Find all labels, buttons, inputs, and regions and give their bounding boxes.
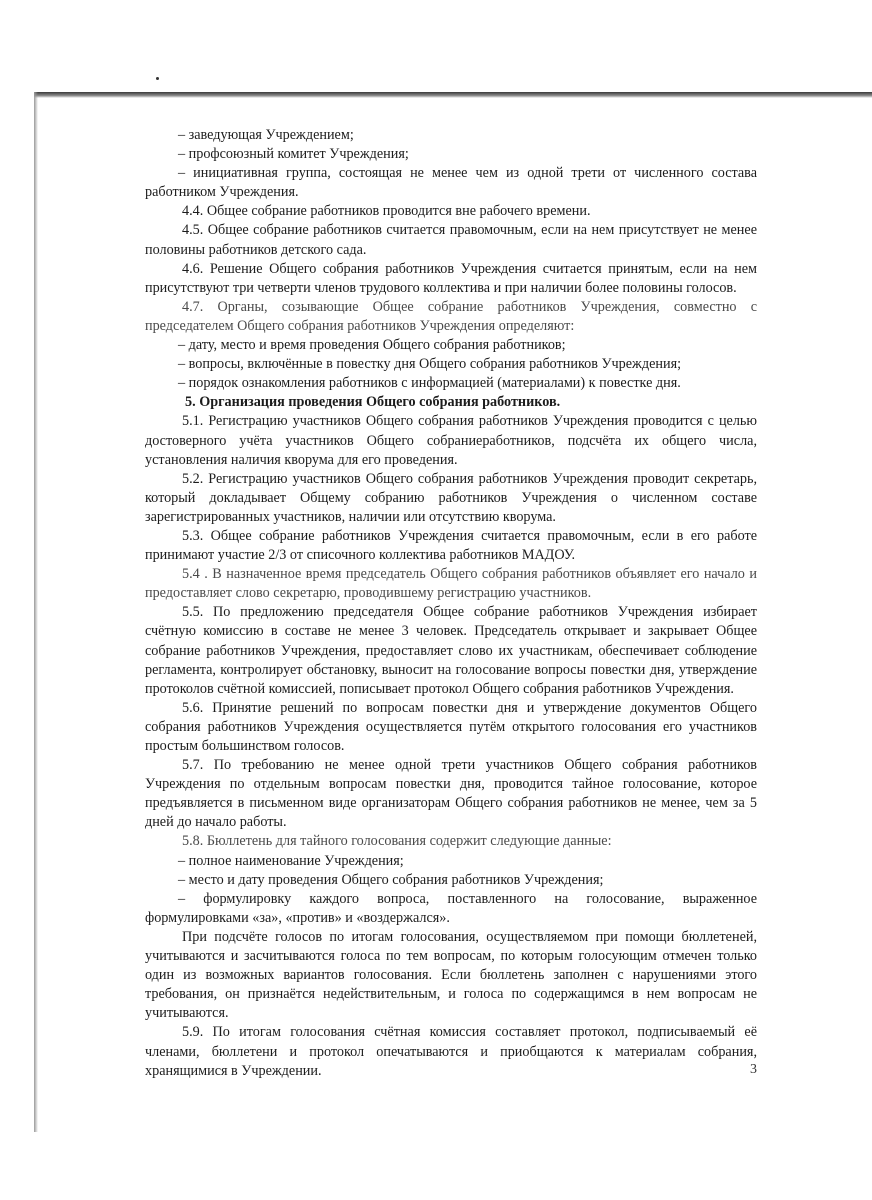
scan-speck bbox=[156, 77, 159, 80]
list-item: – формулировку каждого вопроса, поставленного на голосование, выраженное формулировками «за», «против» и «воздержался». bbox=[145, 890, 757, 926]
clause-5-5: 5.5. По предложению председателя Общее собрание работников Учреждения избирает счётную комиссию в составе не менее 3 человек. Председатель открывает и закрывает Общее собрание работников Учреждения, предоставляет слово их участникам, обеспечивает соблюдение регламента, контролирует обстановку, выносит на голосование вопросы повестки дня, утверждение протоколов счётной комиссией, пописывает протокол Общего собрания работников Учреждения. bbox=[145, 604, 757, 697]
list-item: – профсоюзный комитет Учреждения; bbox=[178, 146, 409, 163]
scan-shadow-top bbox=[34, 92, 872, 98]
clause-5-2: 5.2. Регистрацию участников Общего собрания работников Учреждения проводит секретарь, который докладывает Общему собранию работников Учреждения о численном составе зарегистрированных участников, наличии или отсутствию кворума. bbox=[145, 470, 757, 525]
clause-5-6: 5.6. Принятие решений по вопросам повестки дня и утверждение документов Общего собрания работников Учреждения осуществляется путём открытого голосования его участников простым большинством голосов. bbox=[145, 699, 757, 754]
clause-5-7: 5.7. По требованию не менее одной трети участников Общего собрания работников Учреждения по отдельным вопросам повестки дня, проводится тайное голосование, которое предъявляется в письменном виде организаторам Общего собрания работников не менее, чем за 5 дней до начало работы. bbox=[145, 757, 757, 831]
list-item: – инициативная группа, состоящая не менее чем из одной трети от численного состава работником Учреждения. bbox=[145, 165, 757, 201]
list-item: – порядок ознакомления работников с информацией (материалами) к повестке дня. bbox=[178, 375, 681, 392]
list-item: – вопросы, включённые в повестку дня Общего собрания работников Учреждения; bbox=[178, 356, 682, 373]
document-page bbox=[145, 126, 757, 1081]
scan-shadow-left bbox=[34, 92, 38, 1132]
list-item: – заведующая Учреждением; bbox=[178, 127, 354, 143]
clause-5-8: 5.8. Бюллетень для тайного голосования содержит следующие данные: bbox=[182, 833, 612, 850]
clause-4-6: 4.6. Решение Общего собрания работников Учреждения считается принятым, если на нем присутствуют три четверти членов трудового коллектива и при наличии более половины голосов. bbox=[145, 260, 757, 296]
section-heading: 5. Организация проведения Общего собрания работников. bbox=[185, 394, 561, 411]
page-number: 3 bbox=[750, 1062, 757, 1077]
clause-4-7: 4.7. Органы, созывающие Общее собрание работников Учреждения, совместно с председателем Общего собрания работников Учреждения определяют: bbox=[145, 298, 757, 334]
clause-5-4: 5.4 . В назначенное время председатель Общего собрания работников объявляет его начало и предоставляет слово секретарю, проводившему регистрацию участников. bbox=[145, 566, 757, 602]
list-item: – дату, место и время проведения Общего собрания работников; bbox=[178, 337, 566, 354]
clause-4-4: 4.4. Общее собрание работников проводится вне рабочего времени. bbox=[182, 203, 591, 220]
list-item: – полное наименование Учреждения; bbox=[178, 852, 404, 869]
clause-5-1: 5.1. Регистрацию участников Общего собрания работников Учреждения проводится с целью достоверного учёта участников Общего собраниеработников, подсчёта их общего числа, установления наличия кворума для его проведения. bbox=[145, 413, 757, 468]
vote-count-paragraph: При подсчёте голосов по итогам голосования, осуществляемом при помощи бюллетеней, учитываются и засчитываются голоса по тем вопросам, по которым голосующим отмечен только один из возможных вариантов голосования. Если бюллетень заполнен с нарушениями этого требования, он признаётся недействительным, и голоса по содержащимся в нем вопросам не учитываются. bbox=[145, 928, 757, 1022]
clause-4-5: 4.5. Общее собрание работников считается правомочным, если на нем присутствует не менее половины работников детского сада. bbox=[145, 222, 757, 258]
clause-5-3: 5.3. Общее собрание работников Учреждения считается правомочным, если в его работе принимают участие 2/3 от списочного коллектива работников МАДОУ. bbox=[145, 527, 757, 564]
list-item: – место и дату проведения Общего собрания работников Учреждения; bbox=[178, 871, 604, 888]
clause-5-9: 5.9. По итогам голосования счётная комиссия составляет протокол, подписываемый её членами, бюллетени и протокол опечатываются и приобщаются к материалам собрания, хранящимися в Учреждении. bbox=[145, 1024, 757, 1079]
